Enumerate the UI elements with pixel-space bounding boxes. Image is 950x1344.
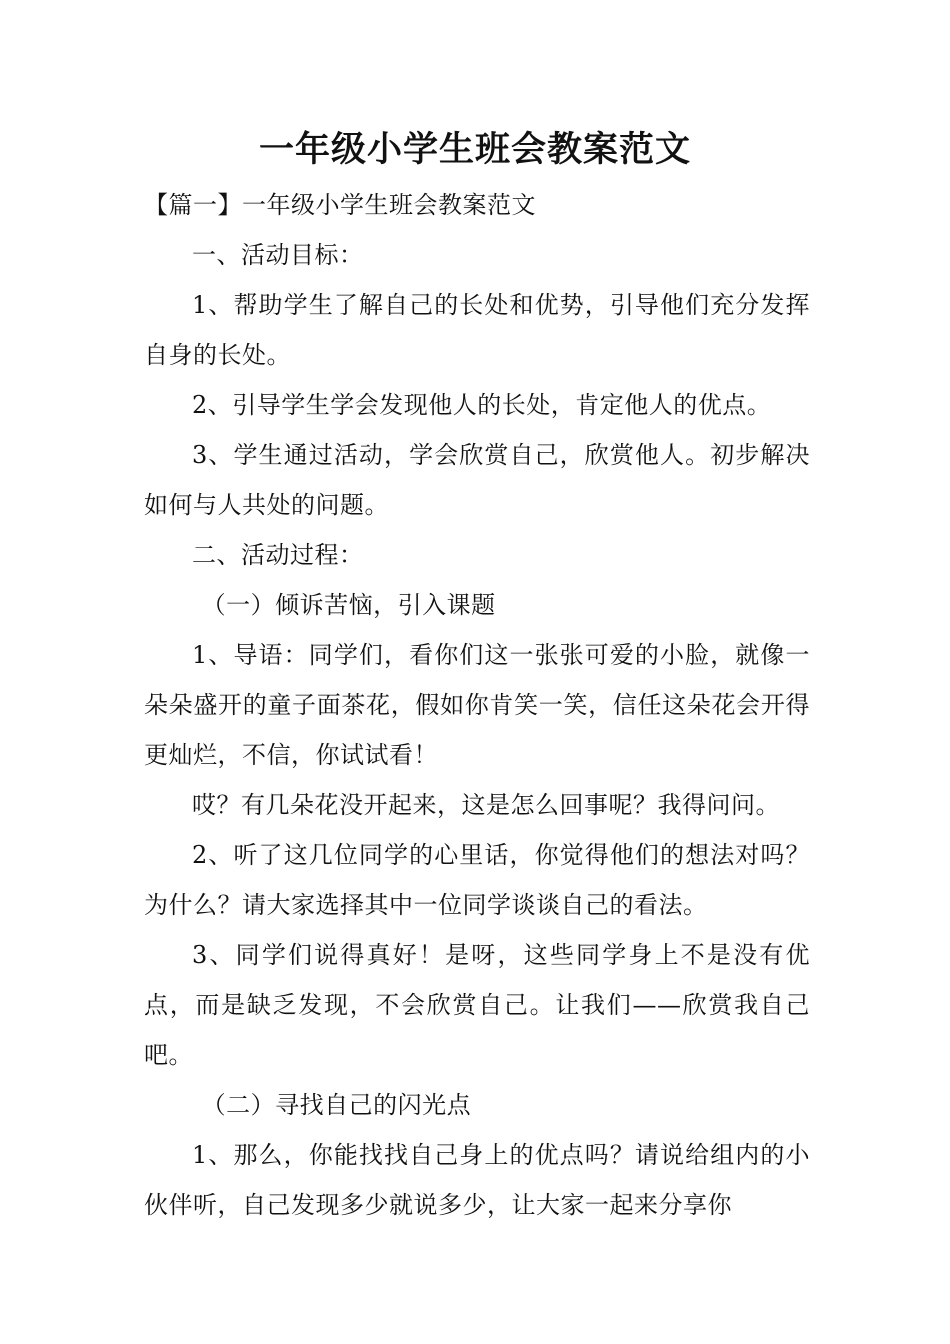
paragraph: 哎？有几朵花没开起来，这是怎么回事呢？我得问问。 — [192, 791, 780, 819]
subheading: （一）倾诉苦恼，引入课题 — [201, 591, 496, 619]
document-body — [144, 180, 810, 1230]
subheading: 一、活动目标： — [192, 241, 364, 269]
subheading: （二）寻找自己的闪光点 — [201, 1091, 472, 1119]
paragraph: 3、学生通过活动，学会欣赏自己，欣赏他人。初步解决如何与人共处的问题。 — [144, 441, 810, 519]
subheading: 二、活动过程： — [192, 541, 364, 569]
paragraph: 1、帮助学生了解自己的长处和优势，引导他们充分发挥自身的长处。 — [144, 291, 810, 369]
paragraph: 1、那么，你能找找自己身上的优点吗？请说给组内的小伙伴听，自己发现多少就说多少，让大家一起来分享你 — [144, 1141, 810, 1219]
paragraph: 2、听了这几位同学的心里话，你觉得他们的想法对吗？为什么？请大家选择其中一位同学谈谈自己的看法。 — [144, 841, 810, 919]
paragraph: 3、同学们说得真好！是呀，这些同学身上不是没有优点，而是缺乏发现，不会欣赏自己。让我们——欣赏我自己吧。 — [144, 941, 810, 1069]
paragraph: 2、引导学生学会发现他人的长处，肯定他人的优点。 — [192, 391, 772, 419]
section-heading: 【篇一】一年级小学生班会教案范文 — [144, 191, 536, 219]
paragraph: 1、导语：同学们，看你们这一张张可爱的小脸，就像一朵朵盛开的童子面茶花，假如你肯笑一笑，信任这朵花会开得更灿烂，不信，你试试看！ — [144, 641, 810, 769]
document-title: 一年级小学生班会教案范文 — [258, 130, 691, 170]
